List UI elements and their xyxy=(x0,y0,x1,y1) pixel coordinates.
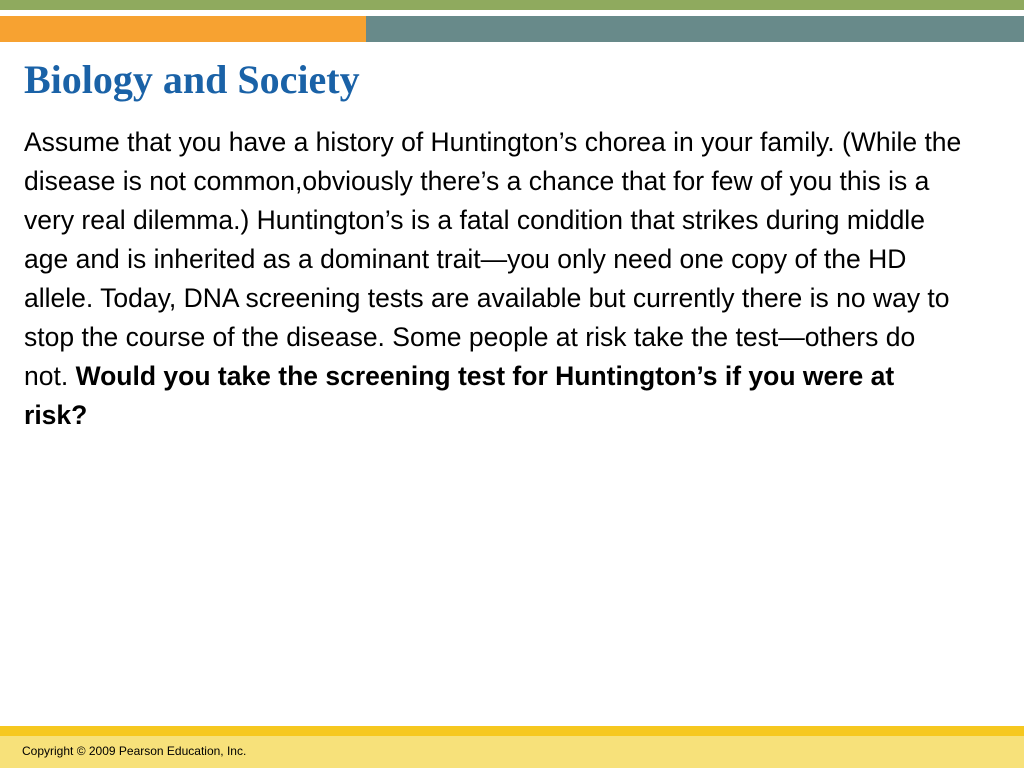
orange-header-band xyxy=(0,16,366,42)
teal-header-band xyxy=(366,16,1024,42)
footer-rule xyxy=(0,726,1024,736)
body-question-text: Would you take the screening test for Huntington’s if you were at risk? xyxy=(24,361,895,430)
slide-body-text xyxy=(24,123,964,435)
copyright-notice: Copyright © 2009 Pearson Education, Inc. xyxy=(22,744,247,758)
body-plain-text: Assume that you have a history of Huntington’s chorea in your family. (While the disease is not common,obviously there’s a chance that for few of you this is a very real dilemma.) Huntington’s is a fatal condition that strikes during middle age and is inherited as a dominant trait—you only need one copy of the HD allele. Today, DNA screening tests are available but currently there is no way to stop the course of the disease. Some people at risk take the test—others do not. xyxy=(24,127,962,391)
top-accent-band xyxy=(0,0,1024,10)
slide-title: Biology and Society xyxy=(24,57,360,102)
